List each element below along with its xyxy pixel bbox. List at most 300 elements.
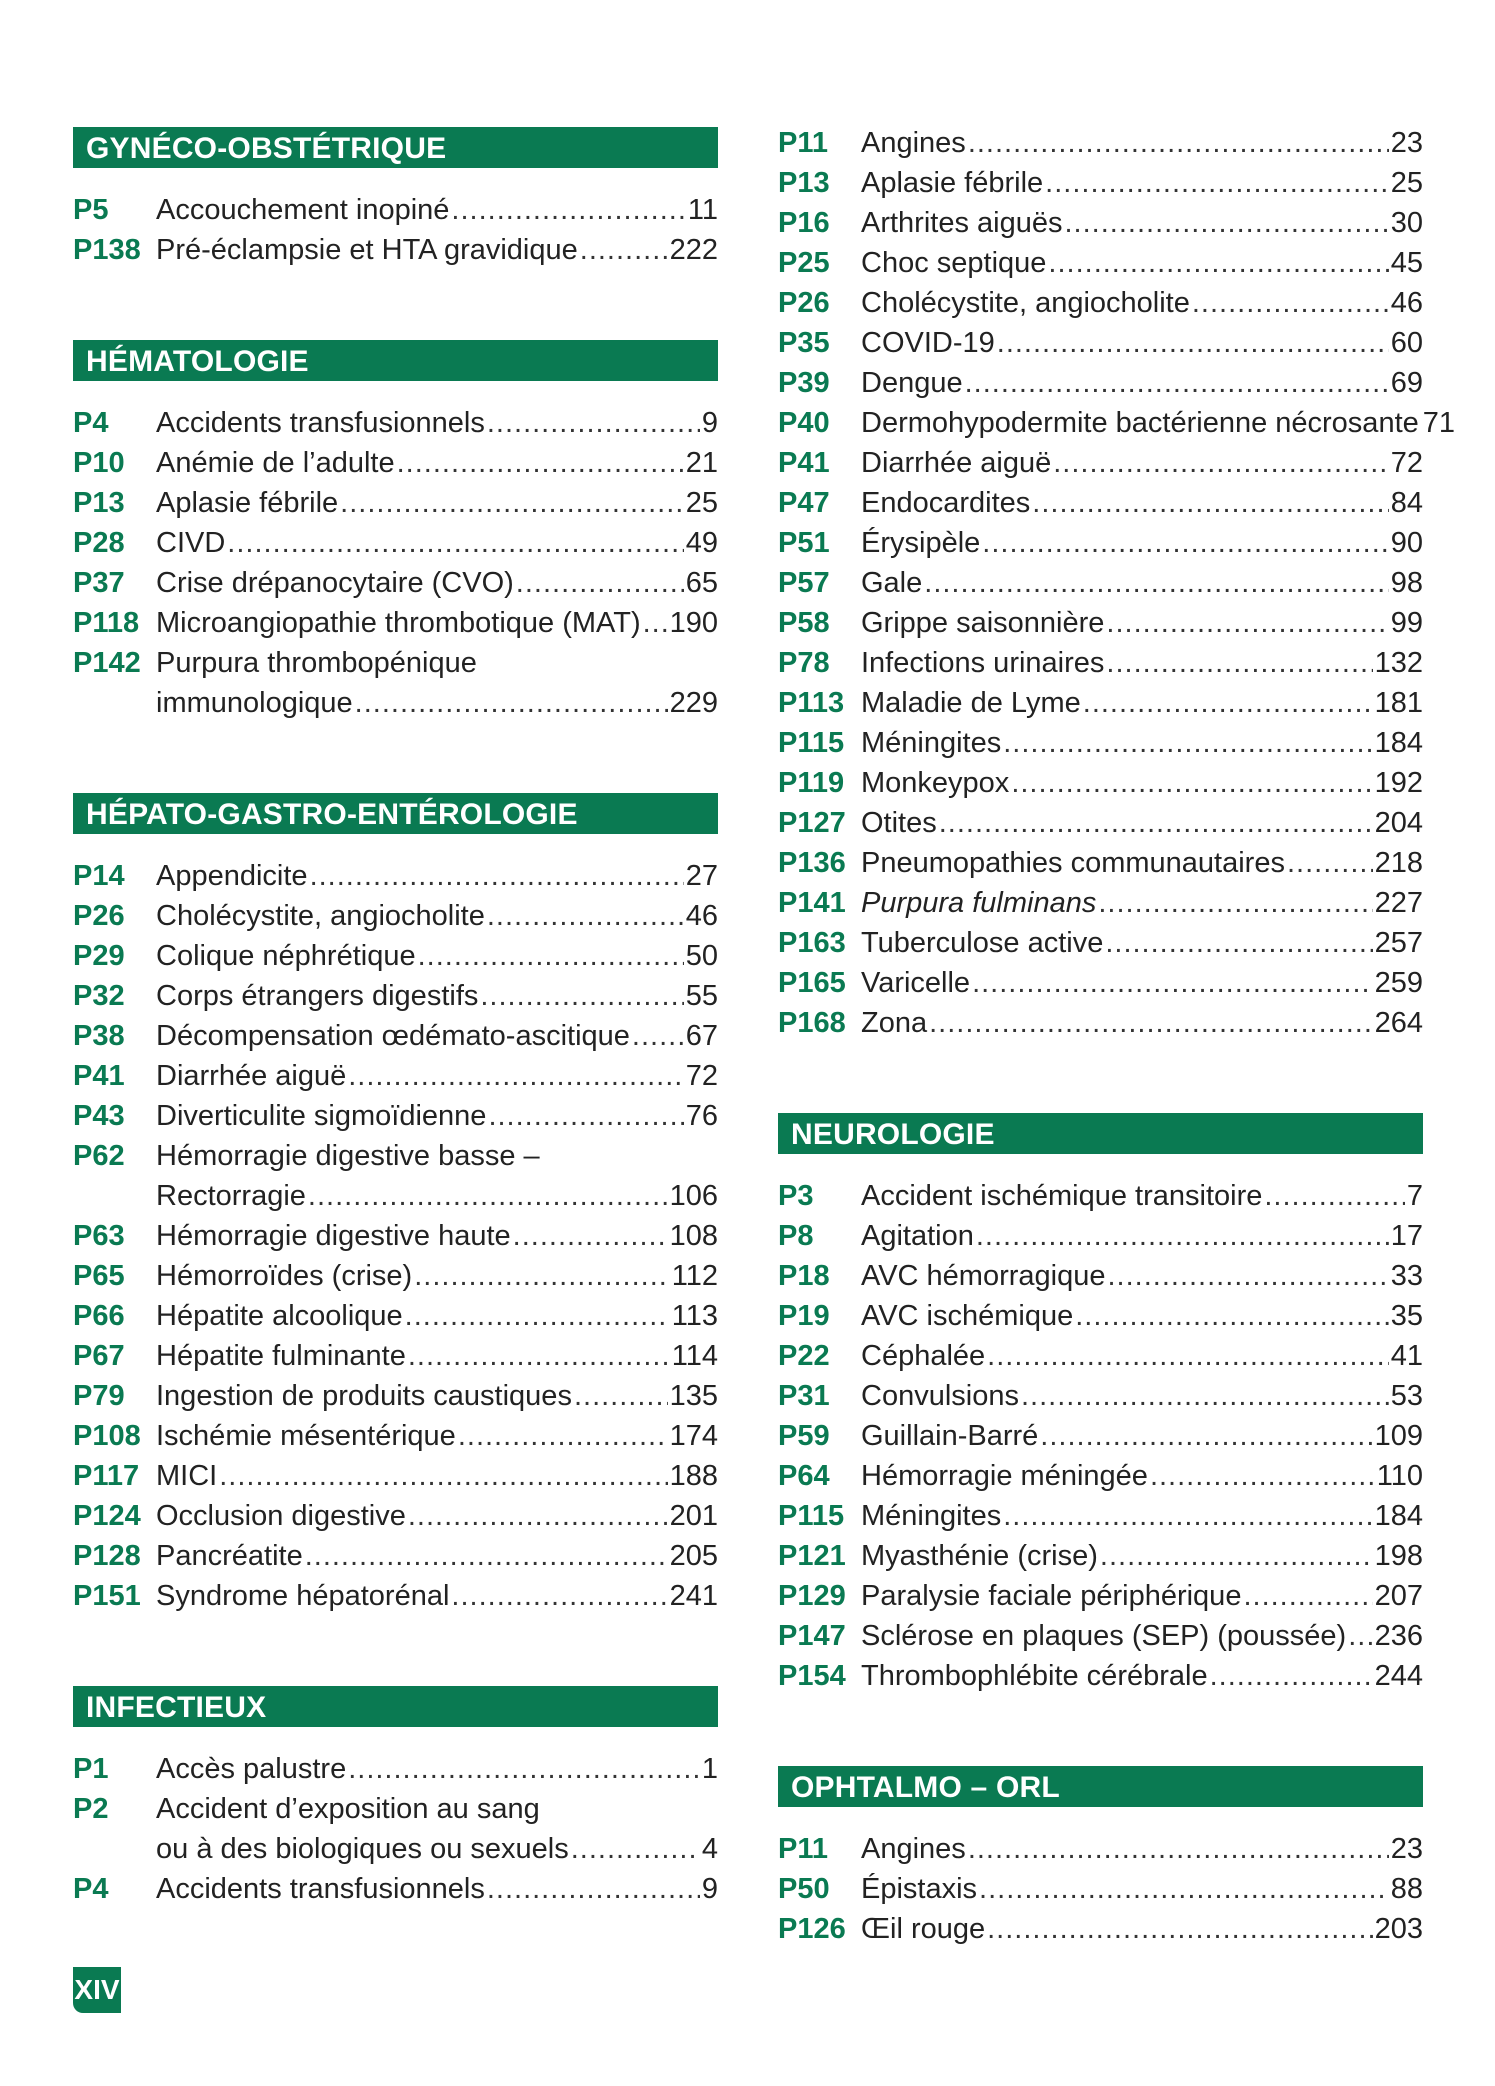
entry-title: Tuberculose active (861, 927, 1104, 959)
page-ref: 27 (685, 860, 718, 892)
section-heading: OPHTALMO – ORL (778, 1766, 1423, 1807)
section-heading: NEUROLOGIE (778, 1113, 1423, 1154)
index-entry[interactable] (73, 483, 718, 523)
protocol-code: P108 (73, 1420, 141, 1452)
page-ref: 25 (1390, 167, 1423, 199)
index-section (73, 1686, 718, 1909)
dot-leader (1210, 1656, 1373, 1696)
index-entry[interactable] (778, 763, 1423, 803)
page-ref: 184 (1374, 1500, 1423, 1532)
page-ref: 188 (669, 1460, 718, 1492)
page-ref: 23 (1390, 1833, 1423, 1865)
index-entry[interactable] (778, 1576, 1423, 1616)
index-entry[interactable] (778, 1616, 1423, 1656)
protocol-code: P67 (73, 1340, 125, 1372)
index-entry[interactable] (778, 643, 1423, 683)
protocol-code: P10 (73, 447, 125, 479)
protocol-code: P26 (778, 287, 830, 319)
protocol-code: P8 (778, 1220, 814, 1252)
index-entry[interactable] (73, 976, 718, 1016)
page-ref: 201 (669, 1500, 718, 1532)
section-heading: GYNÉCO-OBSTÉTRIQUE (73, 127, 718, 168)
page-ref: 17 (1390, 1220, 1423, 1252)
entry-title: Aplasie fébrile (861, 167, 1044, 199)
dot-leader (972, 963, 1373, 1003)
entry-title: Guillain-Barré (861, 1420, 1039, 1452)
index-entry[interactable] (778, 403, 1456, 443)
page-ref: 114 (671, 1340, 718, 1372)
index-entry[interactable] (73, 1056, 718, 1096)
entry-title: Pancréatite (156, 1540, 303, 1572)
dot-leader (1048, 243, 1388, 283)
protocol-code: P57 (778, 567, 830, 599)
index-entry[interactable] (778, 323, 1423, 363)
dot-leader (1264, 1176, 1405, 1216)
dot-leader (487, 896, 684, 936)
dot-leader (1032, 483, 1388, 523)
protocol-code: P119 (778, 767, 845, 799)
dot-leader (1348, 1616, 1372, 1656)
dot-leader (1287, 843, 1373, 883)
index-entry[interactable] (778, 843, 1423, 883)
page-ref: 99 (1390, 607, 1423, 639)
entry-title: Choc septique (861, 247, 1047, 279)
dot-leader (480, 976, 683, 1016)
index-entry[interactable] (778, 1176, 1423, 1216)
page-ref: 23 (1390, 127, 1423, 159)
index-entry[interactable] (73, 1336, 718, 1376)
index-entry[interactable] (73, 1136, 718, 1216)
page-ref: 33 (1390, 1260, 1423, 1292)
protocol-code: P168 (778, 1007, 846, 1039)
index-entry[interactable] (778, 683, 1423, 723)
page-ref: 112 (671, 1260, 718, 1292)
dot-leader (939, 803, 1373, 843)
page-ref: 35 (1390, 1300, 1423, 1332)
entry-title: Hépatite fulminante (156, 1340, 406, 1372)
index-entry[interactable] (778, 1456, 1423, 1496)
page-ref: 113 (671, 1300, 718, 1332)
entry-title: Hépatite alcoolique (156, 1300, 403, 1332)
index-entry[interactable] (73, 1256, 718, 1296)
page-ref: 50 (685, 940, 718, 972)
entry-title: Angines (861, 127, 966, 159)
entry-title: Paralysie faciale périphérique (861, 1580, 1242, 1612)
right-column (778, 127, 1456, 2019)
entry-title: Varicelle (861, 967, 971, 999)
index-entry[interactable] (778, 1296, 1423, 1336)
dot-leader (574, 1376, 668, 1416)
entry-title: Microangiopathie thrombotique (MAT) (156, 607, 641, 639)
index-entry[interactable] (73, 230, 718, 270)
protocol-code: P127 (778, 807, 846, 839)
entry-title: Ingestion de produits caustiques (156, 1380, 572, 1412)
entry-title: Accouchement inopiné (156, 194, 450, 226)
page-ref: 132 (1374, 647, 1423, 679)
protocol-code: P65 (73, 1260, 125, 1292)
dot-leader (997, 323, 1389, 363)
page-ref: 229 (669, 687, 718, 719)
entry-title: Rectorragie (156, 1180, 306, 1212)
dot-leader (929, 1003, 1373, 1043)
index-entry[interactable] (73, 403, 718, 443)
protocol-code: P165 (778, 967, 846, 999)
index-entry[interactable] (778, 203, 1423, 243)
entry-title: Accès palustre (156, 1753, 347, 1785)
dot-leader (355, 683, 668, 723)
dot-leader (414, 1256, 670, 1296)
index-entry[interactable] (73, 856, 718, 896)
entry-title: Méningites (861, 727, 1002, 759)
index-entry[interactable] (778, 443, 1423, 483)
index-entry[interactable] (778, 163, 1423, 203)
index-entry[interactable] (73, 936, 718, 976)
entry-title: Hémorragie digestive haute (156, 1220, 511, 1252)
protocol-code: P26 (73, 900, 125, 932)
page-ref: 198 (1374, 1540, 1423, 1572)
dot-leader (1075, 1296, 1389, 1336)
page-ref: 9 (701, 407, 718, 439)
protocol-code: P13 (778, 167, 830, 199)
protocol-code: P32 (73, 980, 125, 1012)
dot-leader (348, 1749, 700, 1789)
protocol-code: P11 (778, 1833, 828, 1865)
protocol-code: P22 (778, 1340, 830, 1372)
protocol-code: P117 (73, 1460, 140, 1492)
entry-title: Diarrhée aiguë (156, 1060, 347, 1092)
page-ref: 90 (1390, 527, 1423, 559)
page-ref: 98 (1390, 567, 1423, 599)
index-entry[interactable] (73, 1789, 718, 1869)
index-entry[interactable] (73, 1296, 718, 1336)
index-entry[interactable] (778, 1376, 1423, 1416)
protocol-code: P1 (73, 1753, 109, 1785)
page-ref: 190 (669, 607, 718, 639)
protocol-code: P147 (778, 1620, 846, 1652)
dot-leader (1150, 1456, 1375, 1496)
protocol-code: P78 (778, 647, 830, 679)
dot-leader (405, 1296, 670, 1336)
entry-title: Hémorragie méningée (861, 1460, 1148, 1492)
protocol-code: P151 (73, 1580, 141, 1612)
entry-title: Pneumopathies communautaires (861, 847, 1285, 879)
page-ref: 203 (1374, 1913, 1423, 1945)
index-entry[interactable] (73, 1576, 718, 1616)
dot-leader (1083, 683, 1373, 723)
protocol-code: P66 (73, 1300, 125, 1332)
dot-leader (1243, 1576, 1372, 1616)
protocol-code: P39 (778, 367, 830, 399)
entry-title: Hémorragie digestive basse – (156, 1140, 540, 1172)
entry-title: Corps étrangers digestifs (156, 980, 479, 1012)
dot-leader (632, 1016, 684, 1056)
page-ref: 259 (1374, 967, 1423, 999)
entry-title: CIVD (156, 527, 226, 559)
entry-title: Ischémie mésentérique (156, 1420, 456, 1452)
dot-leader (1106, 643, 1372, 683)
dot-leader (1040, 1416, 1372, 1456)
page-ref: 41 (1390, 1340, 1423, 1372)
protocol-code: P79 (73, 1380, 125, 1412)
index-entry[interactable] (778, 1909, 1423, 1949)
protocol-code: P43 (73, 1100, 125, 1132)
dot-leader (643, 603, 668, 643)
index-section (778, 1113, 1423, 1696)
entry-title: Épistaxis (861, 1873, 978, 1905)
entry-title: Arthrites aiguës (861, 207, 1063, 239)
entry-title: Accident ischémique transitoire (861, 1180, 1263, 1212)
page-ref: 45 (1390, 247, 1423, 279)
index-entry[interactable] (778, 243, 1423, 283)
index-entry[interactable] (73, 1416, 718, 1456)
index-entry[interactable] (778, 1003, 1423, 1043)
protocol-code: P154 (778, 1660, 846, 1692)
entry-title: AVC hémorragique (861, 1260, 1106, 1292)
index-section (73, 793, 718, 1616)
dot-leader (418, 936, 684, 976)
dot-leader (987, 1909, 1372, 1949)
index-entry[interactable] (73, 1496, 718, 1536)
page-ref: 46 (685, 900, 718, 932)
index-entry[interactable] (73, 1749, 718, 1789)
index-entry[interactable] (73, 1869, 718, 1909)
entry-title: Méningites (861, 1500, 1002, 1532)
dot-leader (488, 1096, 683, 1136)
index-entry[interactable] (778, 1336, 1423, 1376)
page-ref: 46 (1390, 287, 1423, 319)
protocol-code: P121 (778, 1540, 846, 1572)
entry-title: Diverticulite sigmoïdienne (156, 1100, 487, 1132)
left-column (73, 127, 718, 1979)
index-entry[interactable] (73, 603, 718, 643)
page-ref: 236 (1374, 1620, 1423, 1652)
index-entry[interactable] (73, 1456, 718, 1496)
page-ref: 60 (1390, 327, 1423, 359)
index-entry[interactable] (778, 1869, 1423, 1909)
entry-title: Colique néphrétique (156, 940, 416, 972)
index-entry[interactable] (73, 643, 718, 723)
index-entry[interactable] (778, 1496, 1423, 1536)
index-entry[interactable] (778, 1216, 1423, 1256)
dot-leader (1065, 203, 1389, 243)
protocol-code: P41 (778, 447, 830, 479)
index-entry[interactable] (778, 1656, 1423, 1696)
entry-title: Diarrhée aiguë (861, 447, 1052, 479)
entry-title: Infections urinaires (861, 647, 1105, 679)
index-entry[interactable] (778, 523, 1423, 563)
dot-leader (1105, 923, 1372, 963)
protocol-code: P16 (778, 207, 830, 239)
page-ref: 181 (1374, 687, 1423, 719)
index-entry[interactable] (778, 603, 1423, 643)
index-entry[interactable] (778, 883, 1423, 923)
page-ref: 88 (1390, 1873, 1423, 1905)
protocol-code: P58 (778, 607, 830, 639)
index-entry[interactable] (778, 1256, 1423, 1296)
index-entry[interactable] (778, 1536, 1423, 1576)
protocol-code: P124 (73, 1500, 141, 1532)
entry-title: Thrombophlébite cérébrale (861, 1660, 1208, 1692)
dot-leader (1100, 1536, 1373, 1576)
entry-title: COVID-19 (861, 327, 995, 359)
protocol-code: P63 (73, 1220, 125, 1252)
protocol-code: P25 (778, 247, 830, 279)
dot-leader (1053, 443, 1389, 483)
entry-title: Occlusion digestive (156, 1500, 406, 1532)
dot-leader (1011, 763, 1372, 803)
dot-leader (979, 1869, 1389, 1909)
page-ref: 72 (1390, 447, 1423, 479)
protocol-code: P113 (778, 687, 845, 719)
index-entry[interactable] (778, 723, 1423, 763)
page-ref: 184 (1374, 727, 1423, 759)
section-heading: HÉMATOLOGIE (73, 340, 718, 381)
dot-leader (310, 856, 684, 896)
page-ref: 72 (685, 1060, 718, 1092)
entry-title: immunologique (156, 687, 353, 719)
page-ref: 241 (669, 1580, 718, 1612)
protocol-code: P138 (73, 234, 141, 266)
index-entry[interactable] (778, 1416, 1423, 1456)
page-ref: 264 (1374, 1007, 1423, 1039)
protocol-code: P51 (778, 527, 830, 559)
protocol-code: P59 (778, 1420, 830, 1452)
index-entry[interactable] (73, 1536, 718, 1576)
page-ref: 53 (1390, 1380, 1423, 1412)
entry-title: Endocardites (861, 487, 1031, 519)
dot-leader (487, 403, 700, 443)
page-ref: 192 (1374, 767, 1423, 799)
entry-title: Agitation (861, 1220, 974, 1252)
protocol-code: P128 (73, 1540, 141, 1572)
page-ref: 7 (1406, 1180, 1423, 1212)
entry-title: Convulsions (861, 1380, 1019, 1412)
page-ref: 67 (685, 1020, 718, 1052)
index-entry[interactable] (73, 443, 718, 483)
dot-leader (348, 1056, 684, 1096)
page-ref: 109 (1374, 1420, 1423, 1452)
entry-title: Accident d’exposition au sang (156, 1793, 540, 1825)
entry-title: Cholécystite, angiocholite (861, 287, 1190, 319)
page-ref: 76 (685, 1100, 718, 1132)
protocol-code: P115 (778, 727, 845, 759)
index-section (73, 340, 718, 723)
dot-leader (580, 230, 668, 270)
page-ref: 49 (685, 527, 718, 559)
index-entry[interactable] (778, 363, 1423, 403)
entry-title: Angines (861, 1833, 966, 1865)
dot-leader (968, 1829, 1389, 1869)
protocol-code: P29 (73, 940, 125, 972)
index-entry[interactable] (778, 283, 1423, 323)
entry-title: AVC ischémique (861, 1300, 1074, 1332)
protocol-code: P4 (73, 407, 109, 439)
dot-leader (227, 523, 683, 563)
dot-leader (1003, 723, 1372, 763)
dot-leader (487, 1869, 700, 1909)
index-entry[interactable] (73, 563, 718, 603)
page-ref: 218 (1374, 847, 1423, 879)
index-entry[interactable] (778, 963, 1423, 1003)
page-ref: 222 (669, 234, 718, 266)
protocol-code: P142 (73, 647, 141, 679)
dot-leader (219, 1456, 667, 1496)
protocol-code: P35 (778, 327, 830, 359)
dot-leader (924, 563, 1388, 603)
entry-title: Pré-éclampsie et HTA gravidique (156, 234, 578, 266)
dot-leader (1106, 603, 1388, 643)
index-entry[interactable] (73, 190, 718, 230)
dot-leader (397, 443, 684, 483)
dot-leader (516, 563, 684, 603)
entry-title: Purpura thrombopénique (156, 647, 477, 679)
index-entry[interactable] (73, 1016, 718, 1056)
dot-leader (308, 1176, 668, 1216)
index-entry[interactable] (73, 1096, 718, 1136)
entry-title: Purpura fulminans (861, 887, 1097, 919)
dot-leader (1003, 1496, 1372, 1536)
protocol-code: P126 (778, 1913, 846, 1945)
index-entry[interactable] (778, 1829, 1423, 1869)
entry-title: MICI (156, 1460, 218, 1492)
entry-title: Anémie de l’adulte (156, 447, 395, 479)
entry-title: Maladie de Lyme (861, 687, 1081, 719)
dot-leader (340, 483, 684, 523)
entry-title: Syndrome hépatorénal (156, 1580, 450, 1612)
index-entry[interactable] (778, 483, 1423, 523)
entry-title: Dengue (861, 367, 963, 399)
protocol-code: P28 (73, 527, 125, 559)
page-ref: 30 (1390, 207, 1423, 239)
index-entry[interactable] (73, 523, 718, 563)
index-entry[interactable] (73, 896, 718, 936)
index-entry[interactable] (778, 563, 1423, 603)
dot-leader (408, 1336, 670, 1376)
protocol-code: P47 (778, 487, 830, 519)
index-entry[interactable] (778, 803, 1423, 843)
entry-title: Décompensation œdémato-ascitique (156, 1020, 630, 1052)
page-ref: 21 (685, 447, 718, 479)
protocol-code: P37 (73, 567, 125, 599)
dot-leader (305, 1536, 668, 1576)
protocol-code: P136 (778, 847, 846, 879)
entry-title: Sclérose en plaques (SEP) (poussée) (861, 1620, 1347, 1652)
protocol-code: P40 (778, 407, 830, 439)
dot-leader (968, 123, 1389, 163)
index-entry[interactable] (778, 923, 1423, 963)
entry-title: Accidents transfusionnels (156, 1873, 485, 1905)
page-ref: 84 (1390, 487, 1423, 519)
entry-title: Gale (861, 567, 923, 599)
dot-leader (408, 1496, 668, 1536)
index-entry[interactable] (73, 1376, 718, 1416)
index-entry[interactable] (778, 123, 1423, 163)
dot-leader (987, 1336, 1389, 1376)
protocol-code: P115 (778, 1500, 845, 1532)
protocol-code: P4 (73, 1873, 109, 1905)
entry-title: Hémorroïdes (crise) (156, 1260, 413, 1292)
protocol-code: P2 (73, 1793, 109, 1825)
protocol-code: P141 (778, 887, 846, 919)
entry-title: Monkeypox (861, 767, 1010, 799)
protocol-code: P3 (778, 1180, 814, 1212)
entry-title: Otites (861, 807, 937, 839)
section-heading: INFECTIEUX (73, 1686, 718, 1727)
page-ref: 69 (1390, 367, 1423, 399)
dot-leader (976, 1216, 1389, 1256)
index-entry[interactable] (73, 1216, 718, 1256)
dot-leader (451, 190, 685, 230)
